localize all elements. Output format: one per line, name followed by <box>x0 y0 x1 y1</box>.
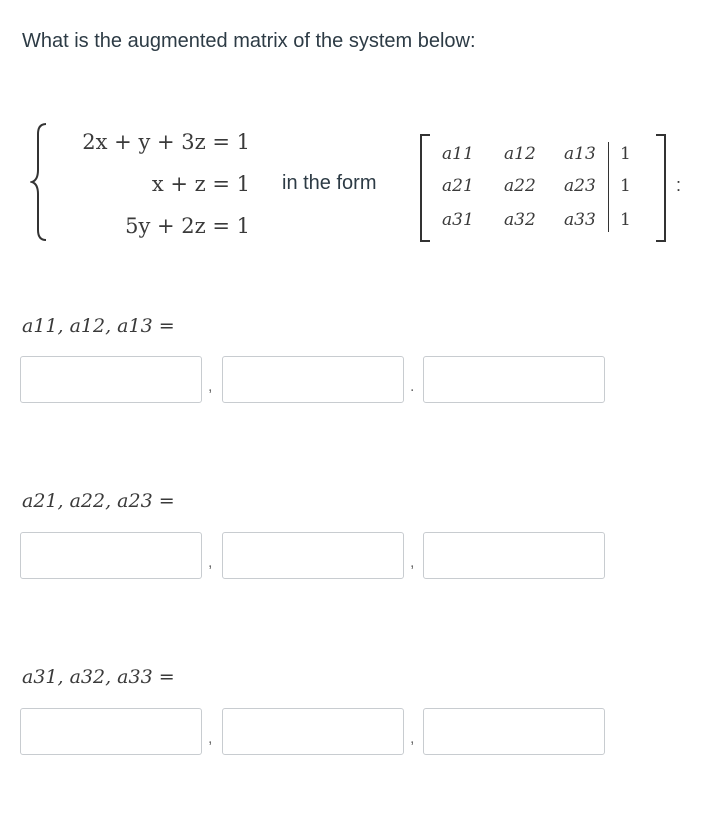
matrix-cell: a32 <box>504 210 536 230</box>
matrix-cell: a31 <box>442 210 474 230</box>
a22-input[interactable] <box>222 532 404 579</box>
separator: , <box>208 554 213 571</box>
left-brace <box>30 122 50 242</box>
separator: . <box>410 378 415 395</box>
matrix-rhs: 1 <box>620 210 631 230</box>
row-2-inputs <box>20 532 610 582</box>
row-3-inputs <box>20 708 610 758</box>
matrix-cell: a23 <box>564 176 596 196</box>
a11-input[interactable] <box>20 356 202 403</box>
matrix-cell: a11 <box>442 144 474 164</box>
matrix-cell: a33 <box>564 210 596 230</box>
a23-input[interactable] <box>423 532 605 579</box>
separator: , <box>208 730 213 747</box>
in-the-form-label: in the form <box>282 172 377 194</box>
separator: , <box>208 378 213 395</box>
a12-input[interactable] <box>222 356 404 403</box>
row-2-label: a21, a22, a23 = <box>22 490 175 512</box>
augmented-matrix <box>420 134 666 240</box>
a21-input[interactable] <box>20 532 202 579</box>
matrix-right-bracket <box>656 134 666 242</box>
a32-input[interactable] <box>222 708 404 755</box>
matrix-trailing-colon: : <box>676 175 682 195</box>
question-text: What is the augmented matrix of the system below: <box>22 30 476 52</box>
matrix-cell: a22 <box>504 176 536 196</box>
matrix-cell: a12 <box>504 144 536 164</box>
a13-input[interactable] <box>423 356 605 403</box>
matrix-rhs: 1 <box>620 176 631 196</box>
equation-system <box>30 122 270 242</box>
augment-divider <box>608 142 609 232</box>
matrix-left-bracket <box>420 134 430 242</box>
equation-1: 2x + y + 3z = 1 <box>82 130 250 154</box>
row-3-label: a31, a32, a33 = <box>22 666 175 688</box>
row-1-label: a11, a12, a13 = <box>22 315 175 337</box>
a33-input[interactable] <box>423 708 605 755</box>
matrix-cell: a13 <box>564 144 596 164</box>
matrix-rhs: 1 <box>620 144 631 164</box>
equation-2: x + z = 1 <box>151 172 250 196</box>
a31-input[interactable] <box>20 708 202 755</box>
separator: , <box>410 730 415 747</box>
matrix-cell: a21 <box>442 176 474 196</box>
row-1-inputs <box>20 356 610 406</box>
equation-3: 5y + 2z = 1 <box>125 214 250 238</box>
separator: , <box>410 554 415 571</box>
